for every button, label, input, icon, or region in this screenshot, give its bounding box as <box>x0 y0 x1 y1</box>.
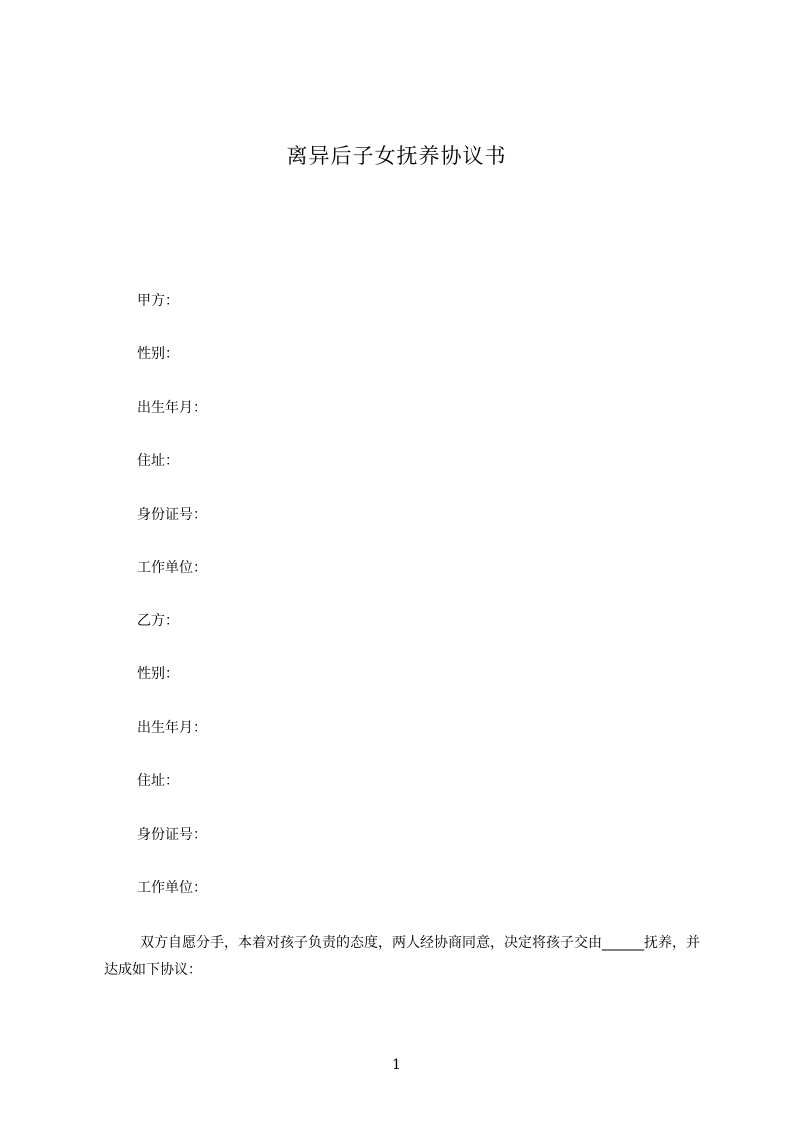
party-b-id-number-label: 身份证号： <box>137 827 207 843</box>
document-title: 离异后子女抚养协议书 <box>286 144 507 168</box>
party-a-id-number-label: 身份证号： <box>137 507 207 523</box>
party-b-birth-label: 出生年月： <box>137 720 207 736</box>
party-b-gender-label: 性别： <box>137 666 179 682</box>
party-a-address-label: 住址： <box>137 453 179 469</box>
party-b-employer-label: 工作单位： <box>137 880 207 896</box>
party-a-gender-label: 性别： <box>137 346 179 362</box>
page-number: 1 <box>392 1057 401 1073</box>
party-a-label: 甲方： <box>137 293 179 309</box>
intro-paragraph: 双方自愿分手，本着对孩子负责的态度，两人经协商同意，决定将孩子交由______抚养，并达成如下协议： <box>104 935 700 978</box>
party-a-birth-label: 出生年月： <box>137 400 207 416</box>
party-b-address-label: 住址： <box>137 773 179 789</box>
party-b-label: 乙方： <box>137 613 179 629</box>
party-a-employer-label: 工作单位： <box>137 560 207 576</box>
